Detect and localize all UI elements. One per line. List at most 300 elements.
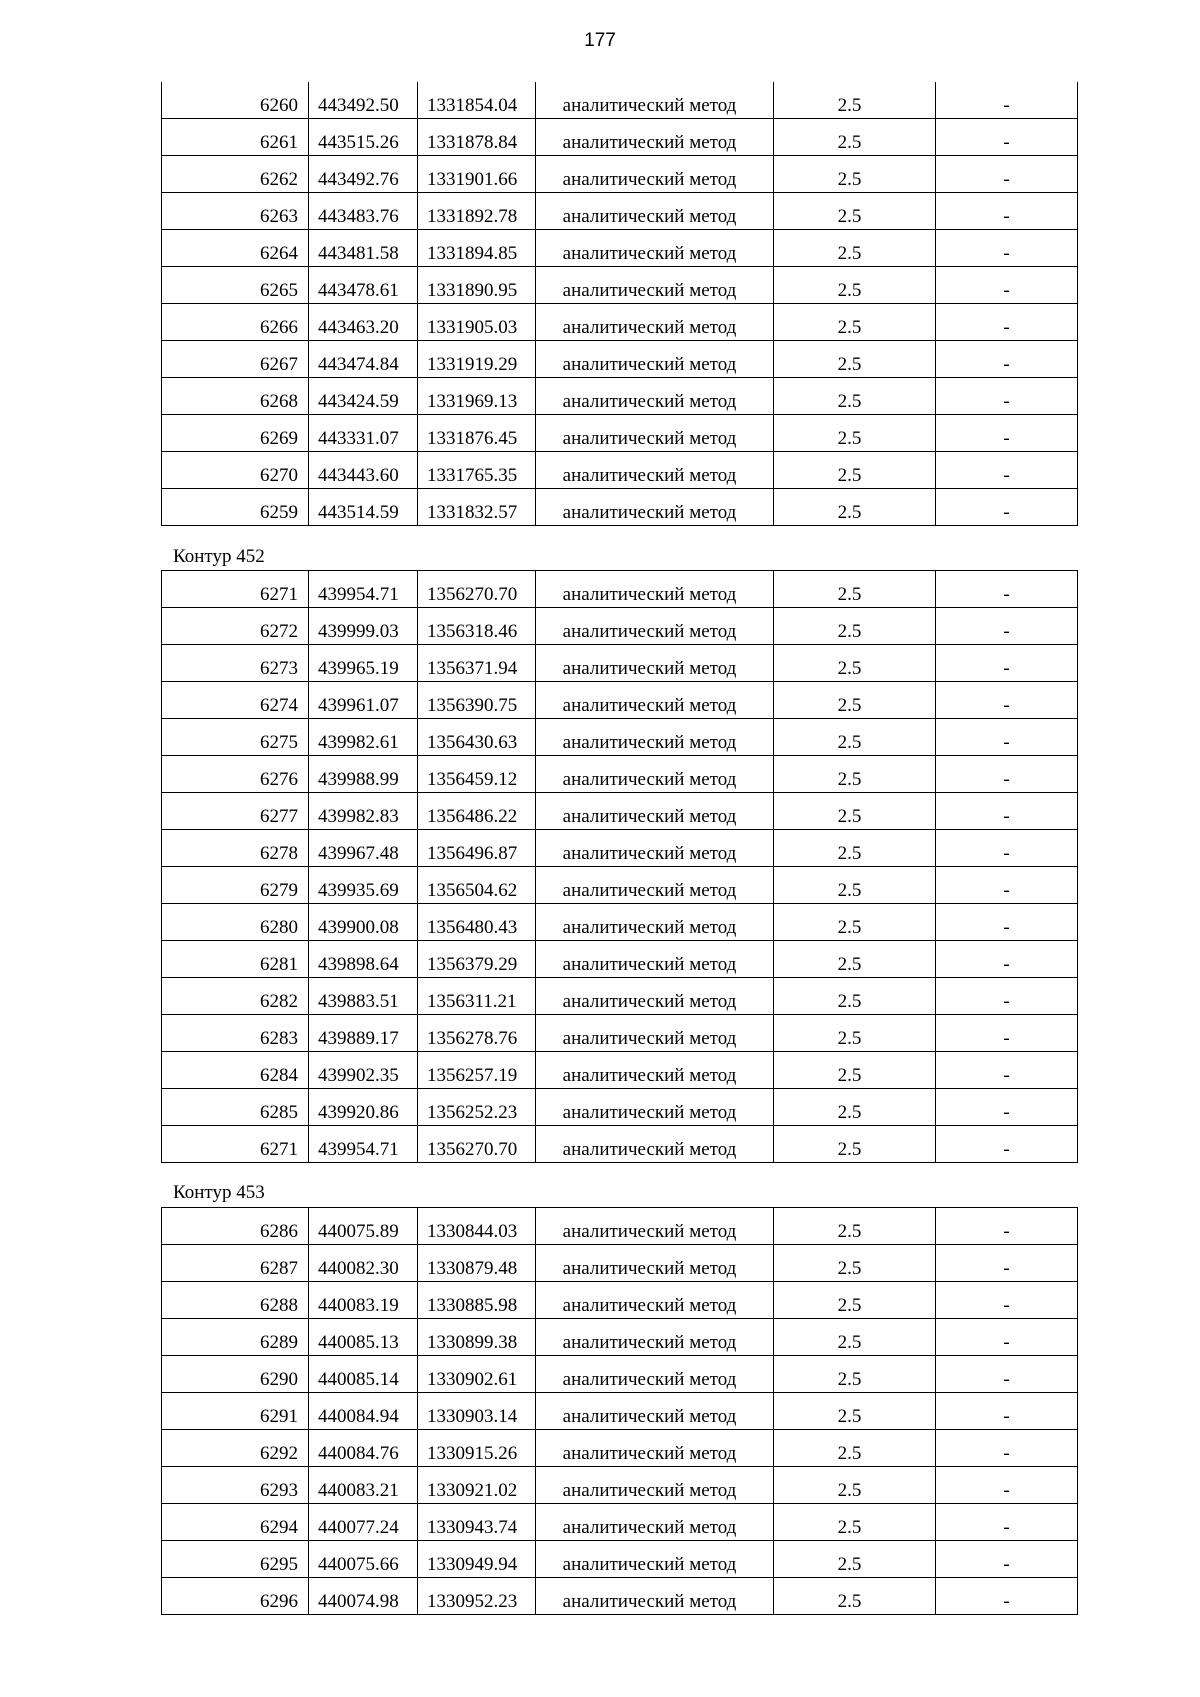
- x-coordinate-cell: [309, 1467, 418, 1504]
- point-number-cell: [162, 304, 309, 341]
- cell-text: -: [1003, 1480, 1010, 1501]
- cell-text: 440085.13: [318, 1332, 399, 1353]
- accuracy-cell: [774, 1245, 936, 1282]
- cell-text: -: [1003, 1221, 1010, 1242]
- point-number-cell: [162, 719, 309, 756]
- note-cell: [936, 1282, 1078, 1319]
- cell-text: аналитический метод: [562, 917, 737, 938]
- cell-text: 1331894.85: [427, 243, 518, 264]
- cell-text: 6281: [260, 954, 298, 975]
- method-cell: [536, 378, 774, 415]
- cell-text: 439883.51: [318, 991, 399, 1012]
- point-number-cell: [162, 645, 309, 682]
- cell-text: -: [1003, 465, 1010, 486]
- cell-text: 2.5: [837, 280, 862, 301]
- note-cell: [936, 1052, 1078, 1089]
- method-cell: [536, 1504, 774, 1541]
- table-row: [162, 941, 1078, 978]
- accuracy-cell: [774, 1282, 936, 1319]
- cell-text: 2.5: [837, 354, 862, 375]
- note-cell: [936, 1015, 1078, 1052]
- cell-text: -: [1003, 991, 1010, 1012]
- point-number-cell: [162, 1282, 309, 1319]
- table-row: [162, 1541, 1078, 1578]
- table-body: [162, 571, 1078, 1163]
- cell-text: аналитический метод: [562, 1369, 737, 1390]
- note-cell: [936, 793, 1078, 830]
- y-coordinate-cell: [418, 1282, 536, 1319]
- cell-text: -: [1003, 1065, 1010, 1086]
- cell-text: аналитический метод: [562, 1295, 737, 1316]
- cell-text: 2.5: [837, 1332, 862, 1353]
- cell-text: 6286: [260, 1221, 298, 1242]
- point-number-cell: [162, 230, 309, 267]
- method-cell: [536, 267, 774, 304]
- accuracy-cell: [774, 571, 936, 608]
- cell-text: аналитический метод: [562, 465, 737, 486]
- note-cell: [936, 489, 1078, 526]
- cell-text: 439902.35: [318, 1065, 399, 1086]
- cell-text: 440077.24: [318, 1517, 399, 1538]
- cell-text: 6284: [260, 1065, 298, 1086]
- cell-text: -: [1003, 1406, 1010, 1427]
- cell-text: 6276: [260, 769, 298, 790]
- cell-text: 443481.58: [318, 243, 399, 264]
- accuracy-cell: [774, 1208, 936, 1245]
- cell-text: -: [1003, 1028, 1010, 1049]
- cell-text: аналитический метод: [562, 95, 737, 116]
- method-cell: [536, 1393, 774, 1430]
- y-coordinate-cell: [418, 1089, 536, 1126]
- method-cell: [536, 156, 774, 193]
- x-coordinate-cell: [309, 867, 418, 904]
- note-cell: [936, 608, 1078, 645]
- cell-text: -: [1003, 169, 1010, 190]
- cell-text: -: [1003, 1369, 1010, 1390]
- cell-text: 6277: [260, 806, 298, 827]
- accuracy-cell: [774, 1578, 936, 1615]
- table-row: [162, 1393, 1078, 1430]
- cell-text: 1356371.94: [427, 658, 518, 679]
- cell-text: 1331854.04: [427, 95, 518, 116]
- cell-text: 1330885.98: [427, 1295, 518, 1316]
- cell-text: 6274: [260, 695, 298, 716]
- contour-label-452: Контур 452: [173, 546, 265, 567]
- cell-text: 1331905.03: [427, 317, 518, 338]
- cell-text: -: [1003, 1591, 1010, 1612]
- cell-text: 2.5: [837, 1258, 862, 1279]
- method-cell: [536, 1282, 774, 1319]
- y-coordinate-cell: [418, 193, 536, 230]
- method-cell: [536, 452, 774, 489]
- cell-text: 1330903.14: [427, 1406, 518, 1427]
- cell-text: аналитический метод: [562, 1028, 737, 1049]
- cell-text: 439982.61: [318, 732, 399, 753]
- cell-text: 6261: [260, 132, 298, 153]
- cell-text: 6279: [260, 880, 298, 901]
- note-cell: [936, 904, 1078, 941]
- cell-text: 439999.03: [318, 621, 399, 642]
- table-row: [162, 1430, 1078, 1467]
- method-cell: [536, 941, 774, 978]
- y-coordinate-cell: [418, 1541, 536, 1578]
- note-cell: [936, 267, 1078, 304]
- note-cell: [936, 867, 1078, 904]
- table-row: [162, 415, 1078, 452]
- table-row: [162, 1319, 1078, 1356]
- y-coordinate-cell: [418, 1467, 536, 1504]
- contour-label-453: Контур 453: [173, 1182, 265, 1203]
- y-coordinate-cell: [418, 719, 536, 756]
- cell-text: -: [1003, 695, 1010, 716]
- cell-text: 6287: [260, 1258, 298, 1279]
- accuracy-cell: [774, 267, 936, 304]
- table-row: [162, 119, 1078, 156]
- accuracy-cell: [774, 82, 936, 119]
- y-coordinate-cell: [418, 1052, 536, 1089]
- cell-text: -: [1003, 1295, 1010, 1316]
- accuracy-cell: [774, 1319, 936, 1356]
- cell-text: 1330902.61: [427, 1369, 518, 1390]
- table-row: [162, 608, 1078, 645]
- cell-text: 2.5: [837, 954, 862, 975]
- cell-text: 1330949.94: [427, 1554, 518, 1575]
- method-cell: [536, 1089, 774, 1126]
- cell-text: 2.5: [837, 1406, 862, 1427]
- cell-text: аналитический метод: [562, 391, 737, 412]
- point-number-cell: [162, 571, 309, 608]
- cell-text: 1356480.43: [427, 917, 518, 938]
- cell-text: 2.5: [837, 1295, 862, 1316]
- cell-text: -: [1003, 132, 1010, 153]
- accuracy-cell: [774, 1356, 936, 1393]
- cell-text: -: [1003, 280, 1010, 301]
- x-coordinate-cell: [309, 1126, 418, 1163]
- cell-text: 440085.14: [318, 1369, 399, 1390]
- table-row: [162, 1208, 1078, 1245]
- table-row: [162, 230, 1078, 267]
- cell-text: 2.5: [837, 1369, 862, 1390]
- method-cell: [536, 1126, 774, 1163]
- y-coordinate-cell: [418, 904, 536, 941]
- cell-text: 1330879.48: [427, 1258, 518, 1279]
- point-number-cell: [162, 1578, 309, 1615]
- cell-text: 6272: [260, 621, 298, 642]
- cell-text: 443474.84: [318, 354, 399, 375]
- note-cell: [936, 415, 1078, 452]
- cell-text: 2.5: [837, 1065, 862, 1086]
- accuracy-cell: [774, 978, 936, 1015]
- accuracy-cell: [774, 378, 936, 415]
- table-row: [162, 719, 1078, 756]
- cell-text: 1356504.62: [427, 880, 518, 901]
- cell-text: 6273: [260, 658, 298, 679]
- cell-text: 6291: [260, 1406, 298, 1427]
- cell-text: 1330921.02: [427, 1480, 518, 1501]
- y-coordinate-cell: [418, 978, 536, 1015]
- cell-text: 1356252.23: [427, 1102, 518, 1123]
- note-cell: [936, 1245, 1078, 1282]
- note-cell: [936, 1393, 1078, 1430]
- table-row: [162, 793, 1078, 830]
- point-number-cell: [162, 830, 309, 867]
- cell-text: 1330844.03: [427, 1221, 518, 1242]
- cell-text: аналитический метод: [562, 1139, 737, 1160]
- cell-text: 6260: [260, 95, 298, 116]
- cell-text: аналитический метод: [562, 132, 737, 153]
- cell-text: аналитический метод: [562, 428, 737, 449]
- cell-text: -: [1003, 502, 1010, 523]
- method-cell: [536, 304, 774, 341]
- table-row: [162, 452, 1078, 489]
- cell-text: 2.5: [837, 1554, 862, 1575]
- cell-text: 2.5: [837, 428, 862, 449]
- cell-text: аналитический метод: [562, 1102, 737, 1123]
- point-number-cell: [162, 156, 309, 193]
- cell-text: аналитический метод: [562, 1480, 737, 1501]
- note-cell: [936, 1578, 1078, 1615]
- cell-text: 440082.30: [318, 1258, 399, 1279]
- point-number-cell: [162, 1393, 309, 1430]
- cell-text: 2.5: [837, 621, 862, 642]
- cell-text: -: [1003, 1554, 1010, 1575]
- cell-text: аналитический метод: [562, 954, 737, 975]
- cell-text: 6270: [260, 465, 298, 486]
- cell-text: 1330915.26: [427, 1443, 518, 1464]
- table-row: [162, 1504, 1078, 1541]
- cell-text: 439889.17: [318, 1028, 399, 1049]
- cell-text: 2.5: [837, 465, 862, 486]
- x-coordinate-cell: [309, 830, 418, 867]
- cell-text: 440084.76: [318, 1443, 399, 1464]
- cell-text: 1331876.45: [427, 428, 518, 449]
- x-coordinate-cell: [309, 230, 418, 267]
- cell-text: аналитический метод: [562, 1065, 737, 1086]
- x-coordinate-cell: [309, 1319, 418, 1356]
- table-row: [162, 904, 1078, 941]
- cell-text: аналитический метод: [562, 584, 737, 605]
- x-coordinate-cell: [309, 682, 418, 719]
- table-row: [162, 978, 1078, 1015]
- note-cell: [936, 756, 1078, 793]
- cell-text: 6262: [260, 169, 298, 190]
- note-cell: [936, 82, 1078, 119]
- point-number-cell: [162, 1467, 309, 1504]
- cell-text: 1331765.35: [427, 465, 518, 486]
- cell-text: 1356390.75: [427, 695, 518, 716]
- x-coordinate-cell: [309, 756, 418, 793]
- accuracy-cell: [774, 830, 936, 867]
- accuracy-cell: [774, 904, 936, 941]
- cell-text: 2.5: [837, 1028, 862, 1049]
- cell-text: 2.5: [837, 917, 862, 938]
- cell-text: 2.5: [837, 695, 862, 716]
- cell-text: 6293: [260, 1480, 298, 1501]
- cell-text: 6271: [260, 1139, 298, 1160]
- accuracy-cell: [774, 682, 936, 719]
- cell-text: -: [1003, 391, 1010, 412]
- y-coordinate-cell: [418, 304, 536, 341]
- coordinates-table-452: [161, 570, 1078, 1163]
- method-cell: [536, 978, 774, 1015]
- accuracy-cell: [774, 1430, 936, 1467]
- cell-text: 439898.64: [318, 954, 399, 975]
- y-coordinate-cell: [418, 1245, 536, 1282]
- point-number-cell: [162, 489, 309, 526]
- x-coordinate-cell: [309, 1052, 418, 1089]
- method-cell: [536, 793, 774, 830]
- cell-text: 1356278.76: [427, 1028, 518, 1049]
- cell-text: 443515.26: [318, 132, 399, 153]
- cell-text: -: [1003, 954, 1010, 975]
- cell-text: -: [1003, 917, 1010, 938]
- table-row: [162, 1578, 1078, 1615]
- x-coordinate-cell: [309, 452, 418, 489]
- cell-text: 443514.59: [318, 502, 399, 523]
- cell-text: 2.5: [837, 317, 862, 338]
- cell-text: 439900.08: [318, 917, 399, 938]
- cell-text: 6282: [260, 991, 298, 1012]
- table-row: [162, 867, 1078, 904]
- note-cell: [936, 1430, 1078, 1467]
- x-coordinate-cell: [309, 1282, 418, 1319]
- y-coordinate-cell: [418, 415, 536, 452]
- y-coordinate-cell: [418, 267, 536, 304]
- cell-text: 2.5: [837, 843, 862, 864]
- cell-text: аналитический метод: [562, 354, 737, 375]
- cell-text: 1331890.95: [427, 280, 518, 301]
- x-coordinate-cell: [309, 82, 418, 119]
- cell-text: 2.5: [837, 732, 862, 753]
- x-coordinate-cell: [309, 341, 418, 378]
- method-cell: [536, 1245, 774, 1282]
- cell-text: -: [1003, 95, 1010, 116]
- cell-text: 440083.19: [318, 1295, 399, 1316]
- x-coordinate-cell: [309, 267, 418, 304]
- cell-text: -: [1003, 1102, 1010, 1123]
- cell-text: 6295: [260, 1554, 298, 1575]
- method-cell: [536, 1356, 774, 1393]
- cell-text: 443483.76: [318, 206, 399, 227]
- note-cell: [936, 452, 1078, 489]
- cell-text: 2.5: [837, 95, 862, 116]
- cell-text: 439988.99: [318, 769, 399, 790]
- cell-text: -: [1003, 732, 1010, 753]
- accuracy-cell: [774, 1393, 936, 1430]
- point-number-cell: [162, 1319, 309, 1356]
- x-coordinate-cell: [309, 415, 418, 452]
- y-coordinate-cell: [418, 1356, 536, 1393]
- accuracy-cell: [774, 1015, 936, 1052]
- y-coordinate-cell: [418, 230, 536, 267]
- cell-text: 1331832.57: [427, 502, 518, 523]
- x-coordinate-cell: [309, 1245, 418, 1282]
- point-number-cell: [162, 608, 309, 645]
- accuracy-cell: [774, 341, 936, 378]
- cell-text: 2.5: [837, 880, 862, 901]
- note-cell: [936, 978, 1078, 1015]
- method-cell: [536, 341, 774, 378]
- coordinates-table-1: [161, 82, 1078, 526]
- y-coordinate-cell: [418, 1319, 536, 1356]
- cell-text: 6271: [260, 584, 298, 605]
- cell-text: аналитический метод: [562, 1554, 737, 1575]
- point-number-cell: [162, 267, 309, 304]
- cell-text: аналитический метод: [562, 843, 737, 864]
- cell-text: аналитический метод: [562, 1443, 737, 1464]
- accuracy-cell: [774, 489, 936, 526]
- method-cell: [536, 867, 774, 904]
- cell-text: 439920.86: [318, 1102, 399, 1123]
- point-number-cell: [162, 1015, 309, 1052]
- point-number-cell: [162, 341, 309, 378]
- method-cell: [536, 1052, 774, 1089]
- cell-text: 6267: [260, 354, 298, 375]
- cell-text: 2.5: [837, 1221, 862, 1242]
- method-cell: [536, 489, 774, 526]
- cell-text: -: [1003, 584, 1010, 605]
- y-coordinate-cell: [418, 1208, 536, 1245]
- cell-text: 440084.94: [318, 1406, 399, 1427]
- table-row: [162, 304, 1078, 341]
- y-coordinate-cell: [418, 156, 536, 193]
- table-row: [162, 1015, 1078, 1052]
- method-cell: [536, 608, 774, 645]
- note-cell: [936, 378, 1078, 415]
- cell-text: -: [1003, 658, 1010, 679]
- cell-text: -: [1003, 1139, 1010, 1160]
- x-coordinate-cell: [309, 1393, 418, 1430]
- cell-text: 443424.59: [318, 391, 399, 412]
- point-number-cell: [162, 1126, 309, 1163]
- y-coordinate-cell: [418, 119, 536, 156]
- table-body: [162, 1208, 1078, 1615]
- accuracy-cell: [774, 941, 936, 978]
- cell-text: 440075.66: [318, 1554, 399, 1575]
- cell-text: аналитический метод: [562, 206, 737, 227]
- note-cell: [936, 119, 1078, 156]
- point-number-cell: [162, 1089, 309, 1126]
- cell-text: 6265: [260, 280, 298, 301]
- cell-text: аналитический метод: [562, 280, 737, 301]
- y-coordinate-cell: [418, 571, 536, 608]
- point-number-cell: [162, 415, 309, 452]
- point-number-cell: [162, 756, 309, 793]
- cell-text: 2.5: [837, 391, 862, 412]
- cell-text: 439961.07: [318, 695, 399, 716]
- x-coordinate-cell: [309, 378, 418, 415]
- y-coordinate-cell: [418, 793, 536, 830]
- method-cell: [536, 1319, 774, 1356]
- table-row: [162, 756, 1078, 793]
- y-coordinate-cell: [418, 1430, 536, 1467]
- x-coordinate-cell: [309, 1356, 418, 1393]
- cell-text: 440075.89: [318, 1221, 399, 1242]
- cell-text: 2.5: [837, 243, 862, 264]
- cell-text: 1356270.70: [427, 1139, 518, 1160]
- cell-text: 439967.48: [318, 843, 399, 864]
- accuracy-cell: [774, 1541, 936, 1578]
- note-cell: [936, 341, 1078, 378]
- method-cell: [536, 571, 774, 608]
- accuracy-cell: [774, 156, 936, 193]
- point-number-cell: [162, 904, 309, 941]
- y-coordinate-cell: [418, 756, 536, 793]
- cell-text: 6283: [260, 1028, 298, 1049]
- y-coordinate-cell: [418, 1015, 536, 1052]
- note-cell: [936, 1126, 1078, 1163]
- cell-text: 2.5: [837, 1517, 862, 1538]
